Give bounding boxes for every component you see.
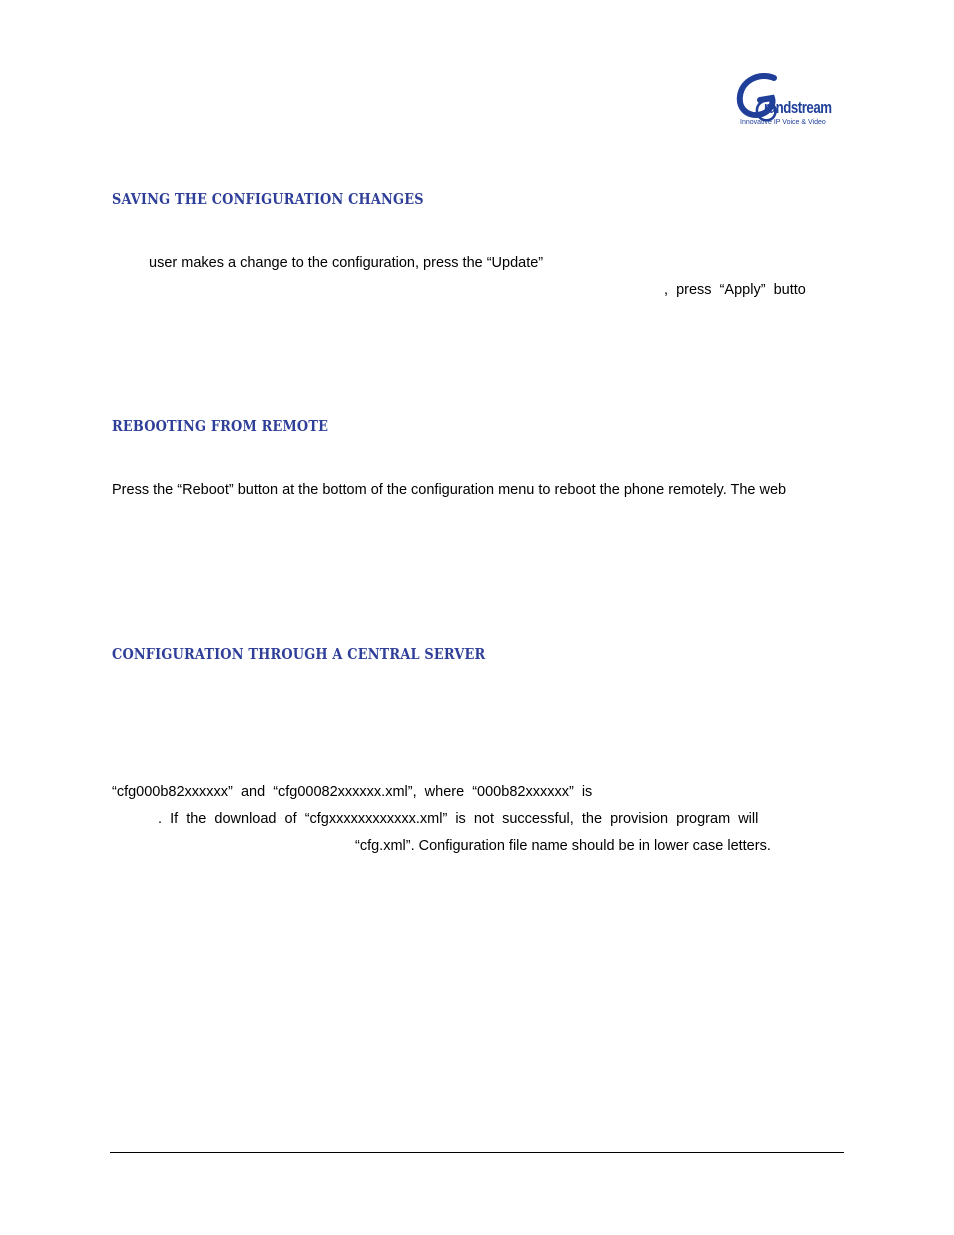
paragraph-line: Press the “Reboot” button at the bottom of the configuration menu to reboot the phone remotely. The web bbox=[112, 482, 787, 498]
section-heading-central-server: CONFIGURATION THROUGH A CENTRAL SERVER bbox=[112, 645, 486, 663]
paragraph-line: “cfg000b82xxxxxx” and “cfg00082xxxxxx.xml”, where “000b82xxxxxx” is bbox=[112, 784, 593, 800]
grandstream-logo bbox=[734, 72, 838, 132]
paragraph-line: , press “Apply” butto bbox=[664, 282, 806, 298]
logo-tagline: Innovative IP Voice & Video bbox=[740, 119, 826, 126]
section-heading-saving-configuration: SAVING THE CONFIGURATION CHANGES bbox=[112, 190, 424, 208]
footer-rule bbox=[110, 1152, 844, 1153]
section-heading-rebooting-from-remote: REBOOTING FROM REMOTE bbox=[112, 417, 329, 435]
paragraph-line: user makes a change to the configuration, press the “Update” bbox=[149, 255, 544, 271]
paragraph-line: . If the download of “cfgxxxxxxxxxxxx.xml” is not successful, the provision program will bbox=[158, 811, 759, 827]
logo-wordmark: randstream bbox=[764, 98, 832, 117]
paragraph-line: “cfg.xml”. Configuration file name should be in lower case letters. bbox=[355, 838, 771, 854]
